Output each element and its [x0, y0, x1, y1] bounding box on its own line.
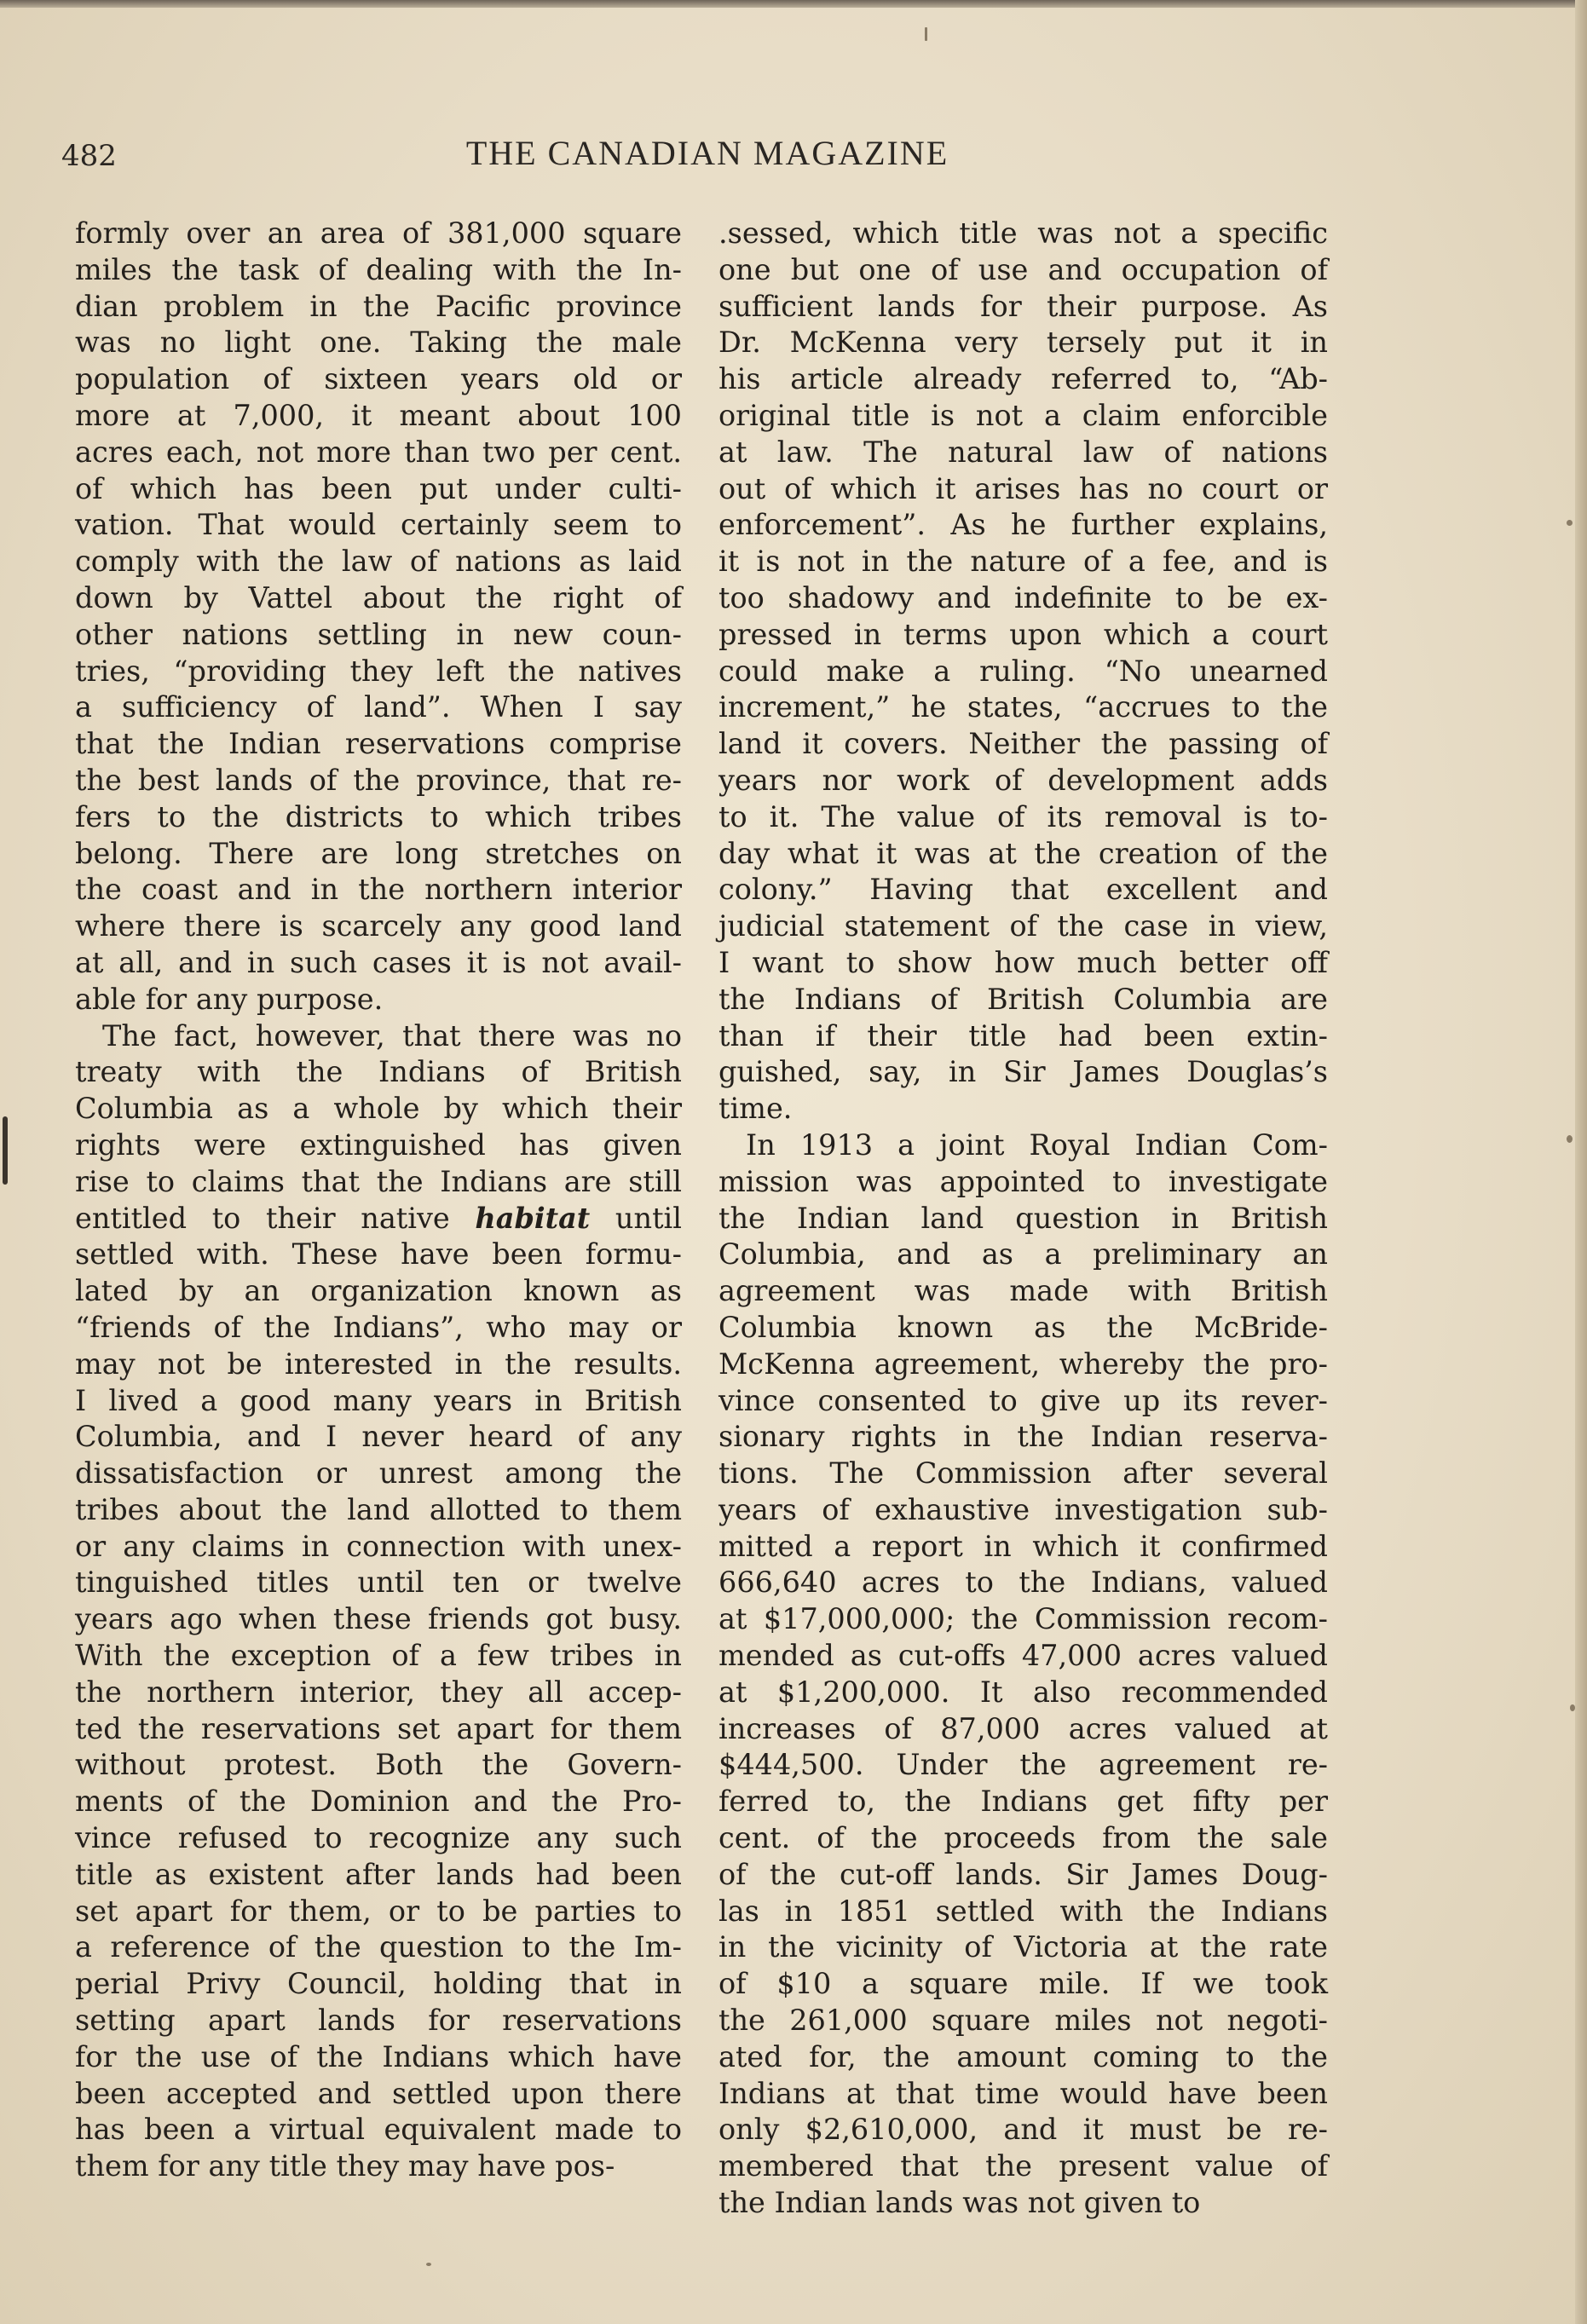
text-line: increment,” he states, “accrues to the	[718, 690, 1328, 724]
text-line: pressed in terms upon which a court	[718, 617, 1328, 651]
text-line: it is not in the nature of a fee, and is	[718, 545, 1328, 579]
text-line: dian problem in the Pacific province	[75, 289, 682, 323]
text-line: formly over an area of 381,000 square	[75, 216, 682, 250]
text-line: In 1913 a joint Royal Indian Com-	[746, 1127, 1328, 1162]
text-line: tions. The Commission after several	[718, 1456, 1328, 1491]
text-line: at $17,000,000; the Commission recom-	[718, 1602, 1328, 1636]
text-line: .sessed, which title was not a specific	[718, 216, 1328, 250]
text-line: cent. of the proceeds from the sale	[718, 1821, 1328, 1855]
page-number: 482	[61, 139, 117, 173]
right-text-column	[718, 216, 1328, 2222]
text-line: day what it was at the creation of the	[718, 836, 1328, 870]
text-line: ferred to, the Indians get fifty per	[718, 1785, 1328, 1819]
text-line: the 261,000 square miles not negoti-	[718, 2004, 1328, 2038]
text-line: could make a ruling. “No unearned	[718, 654, 1328, 688]
text-line: at law. The natural law of nations	[718, 435, 1328, 469]
text-line: treaty with the Indians of British	[75, 1055, 682, 1089]
text-line: tries, “providing they left the natives	[75, 654, 682, 688]
text-line: ated for, the amount coming to the	[718, 2039, 1328, 2073]
text-line: judicial statement of the case in view,	[718, 909, 1328, 943]
text-line: at $1,200,000. It also recommended	[718, 1675, 1328, 1709]
text-line: setting apart lands for reservations	[75, 2004, 682, 2038]
text-segment: until	[590, 1201, 682, 1235]
text-line: the Indian lands was not given to	[718, 2186, 1201, 2220]
text-line: where there is scarcely any good land	[75, 909, 682, 943]
text-line: ments of the Dominion and the Pro-	[75, 1785, 682, 1819]
text-line: out of which it arises has no court or	[718, 471, 1328, 505]
text-line: of $10 a square mile. If we took	[718, 1967, 1328, 2001]
text-line: dissatisfaction or unrest among the	[75, 1456, 682, 1491]
text-line: comply with the law of nations as laid	[75, 545, 682, 579]
text-line: at all, and in such cases it is not avail-	[75, 945, 682, 979]
text-line: Columbia, and I never heard of any	[75, 1420, 682, 1454]
text-line: land it covers. Neither the passing of	[718, 727, 1328, 761]
text-line: the coast and in the northern interior	[75, 873, 682, 907]
text-line: of which has been put under culti-	[75, 471, 682, 505]
text-line: able for any purpose.	[75, 982, 384, 1016]
text-line: for the use of the Indians which have	[75, 2039, 682, 2073]
text-line: colony.” Having that excellent and	[718, 873, 1328, 907]
text-line: vation. That would certainly seem to	[75, 508, 682, 542]
text-line: only $2,610,000, and it must be re-	[718, 2113, 1328, 2147]
text-line: Columbia known as the McBride-	[718, 1310, 1328, 1344]
running-head: THE CANADIAN MAGAZINE	[465, 134, 949, 172]
text-line: McKenna agreement, whereby the pro-	[718, 1347, 1328, 1381]
text-line: rights were extinguished has given	[75, 1127, 682, 1162]
text-line: With the exception of a few tribes in	[75, 1639, 682, 1673]
text-segment: entitled to their native	[75, 1201, 476, 1235]
text-line: Dr. McKenna very tersely put it in	[718, 326, 1328, 360]
text-line: the Indian land question in British	[718, 1201, 1328, 1235]
text-line: I want to show how much better off	[718, 945, 1328, 979]
text-line: $444,500. Under the agreement re-	[718, 1748, 1328, 1782]
text-line: too shadowy and indefinite to be ex-	[718, 580, 1328, 614]
text-line: of the cut-off lands. Sir James Doug-	[718, 1857, 1328, 1891]
page-right-edge	[1575, 0, 1587, 2324]
text-line: mended as cut-offs 47,000 acres valued	[718, 1639, 1328, 1673]
text-line: years ago when these friends got busy.	[75, 1602, 682, 1636]
text-line: lated by an organization known as	[75, 1274, 682, 1308]
left-text-column	[75, 216, 682, 2185]
text-line: a reference of the question to the Im-	[75, 1930, 682, 1964]
text-line: the Indians of British Columbia are	[718, 982, 1328, 1016]
text-line: agreement was made with British	[718, 1274, 1328, 1308]
text-line: them for any title they may have pos-	[75, 2149, 615, 2183]
text-line: “friends of the Indians”, who may or	[75, 1310, 682, 1344]
text-line: increases of 87,000 acres valued at	[718, 1711, 1328, 1745]
text-line: years of exhaustive investigation sub-	[718, 1492, 1328, 1526]
text-line: enforcement”. As he further explains,	[718, 508, 1328, 542]
text-line: population of sixteen years old or	[75, 362, 682, 396]
text-line: 666,640 acres to the Indians, valued	[718, 1566, 1328, 1600]
text-line: Indians at that time would have been	[718, 2076, 1328, 2110]
text-line: fers to the districts to which tribes	[75, 799, 682, 833]
text-line: settled with. These have been formu-	[75, 1237, 682, 1272]
text-line: his article already referred to, “Ab-	[718, 362, 1328, 396]
text-line: rise to claims that the Indians are still	[75, 1164, 682, 1198]
text-line: was no light one. Taking the male	[75, 326, 682, 360]
text-line	[75, 1201, 682, 1237]
text-line: the best lands of the province, that re-	[75, 763, 682, 797]
text-line: or any claims in connection with unex-	[75, 1529, 682, 1563]
text-line: belong. There are long stretches on	[75, 836, 682, 870]
text-line: down by Vattel about the right of	[75, 580, 682, 614]
text-line: that the Indian reservations comprise	[75, 727, 682, 761]
text-line: sufficient lands for their purpose. As	[718, 289, 1328, 323]
text-line: has been a virtual equivalent made to	[75, 2113, 682, 2147]
text-line: the northern interior, they all accep-	[75, 1675, 682, 1709]
text-line: guished, say, in Sir James Douglas’s	[718, 1055, 1328, 1089]
text-line: been accepted and settled upon there	[75, 2076, 682, 2110]
text-line: The fact, however, that there was no	[102, 1018, 682, 1052]
text-line: miles the task of dealing with the In-	[75, 252, 682, 286]
text-line: las in 1851 settled with the Indians	[718, 1894, 1328, 1928]
text-line: vince refused to recognize any such	[75, 1821, 682, 1855]
text-line: mission was appointed to investigate	[718, 1164, 1328, 1198]
italic-term: habitat	[475, 1201, 591, 1235]
text-line: more at 7,000, it meant about 100	[75, 398, 682, 432]
text-line: to it. The value of its removal is to-	[718, 799, 1328, 833]
text-line: membered that the present value of	[718, 2149, 1328, 2183]
text-line: one but one of use and occupation of	[718, 252, 1328, 286]
text-line: ted the reservations set apart for them	[75, 1711, 682, 1745]
text-line: original title is not a claim enforcible	[718, 398, 1328, 432]
text-line: a sufficiency of land”. When I say	[75, 690, 682, 724]
text-line: without protest. Both the Govern-	[75, 1748, 682, 1782]
text-line: tinguished titles until ten or twelve	[75, 1566, 682, 1600]
text-line: sionary rights in the Indian reserva-	[718, 1420, 1328, 1454]
text-line: years nor work of development adds	[718, 763, 1328, 797]
text-line: may not be interested in the results.	[75, 1347, 682, 1381]
text-line: set apart for them, or to be parties to	[75, 1894, 682, 1928]
text-line: acres each, not more than two per cent.	[75, 435, 682, 469]
text-line: Columbia as a whole by which their	[75, 1092, 682, 1126]
text-line: vince consented to give up its rever-	[718, 1383, 1328, 1417]
text-line: tribes about the land allotted to them	[75, 1492, 682, 1526]
text-line: other nations settling in new coun-	[75, 617, 682, 651]
text-line: in the vicinity of Victoria at the rate	[718, 1930, 1328, 1964]
text-line: time.	[718, 1092, 793, 1126]
text-line: title as existent after lands had been	[75, 1857, 682, 1891]
text-line: mitted a report in which it confirmed	[718, 1529, 1328, 1563]
text-line: perial Privy Council, holding that in	[75, 1967, 682, 2001]
text-line: than if their title had been extin-	[718, 1018, 1328, 1052]
text-line: Columbia, and as a preliminary an	[718, 1237, 1328, 1272]
text-line: I lived a good many years in British	[75, 1383, 682, 1417]
top-edge-rule	[0, 0, 1587, 8]
